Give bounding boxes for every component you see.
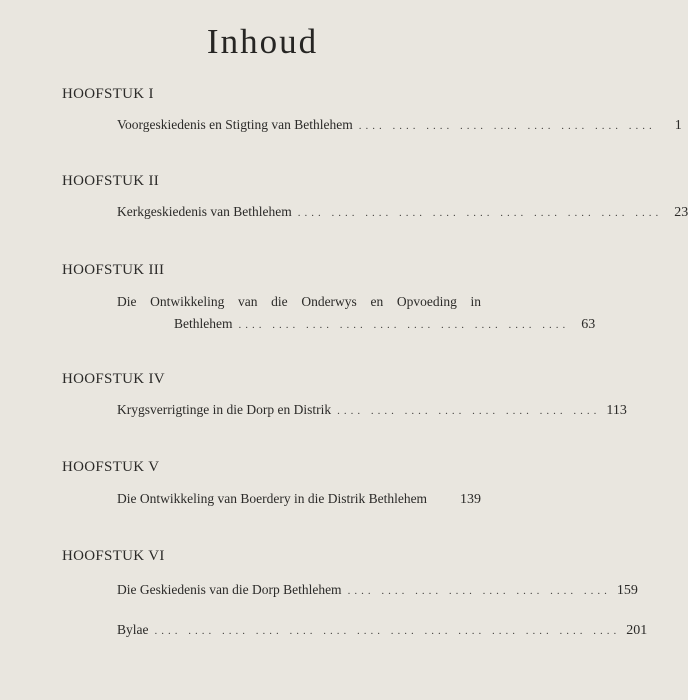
- toc-entry-4[interactable]: [117, 399, 627, 422]
- toc-entry-5[interactable]: [117, 488, 481, 511]
- toc-entry-title: Voorgeskiedenis en Stigting van Bethlehem: [117, 117, 353, 132]
- toc-entry-title-line2: Bethlehem: [174, 316, 233, 331]
- toc-page-number: 159: [616, 583, 638, 598]
- dot-leader: .... .... .... .... .... .... .... ....: [337, 405, 601, 417]
- chapter-heading-5: HOOFSTUK V: [62, 459, 160, 475]
- dot-leader: .... .... .... .... .... .... .... .... .... .... .... .... .... ....: [154, 625, 621, 637]
- toc-entry-title: Die Geskiedenis van die Dorp Bethlehem: [117, 582, 342, 597]
- toc-entry-2[interactable]: [117, 201, 688, 224]
- toc-page-number: 201: [626, 623, 648, 638]
- toc-page-number: 1: [674, 118, 682, 133]
- toc-page-number: 139: [460, 492, 481, 507]
- chapter-heading-3: HOOFSTUK III: [62, 262, 165, 278]
- chapter-heading-1: HOOFSTUK I: [62, 86, 154, 102]
- toc-entry-title: Krygsverrigtinge in die Dorp en Distrik: [117, 402, 332, 417]
- toc-entry-6[interactable]: [117, 579, 638, 602]
- toc-entry-title-line1: Die Ontwikkeling van die Onderwys en Opvoeding in: [117, 294, 481, 309]
- toc-entry-title: Kerkgeskiedenis van Bethlehem: [117, 204, 292, 219]
- dot-leader: .... .... .... .... .... .... .... .... .... ....: [238, 319, 570, 331]
- toc-page-number: 113: [606, 403, 627, 418]
- page-title: Inhoud: [206, 22, 319, 61]
- toc-entry-3[interactable]: [117, 291, 596, 336]
- toc-page-number: 63: [581, 317, 596, 332]
- chapter-heading-4: HOOFSTUK IV: [62, 371, 165, 387]
- toc-page-number: 23: [674, 205, 688, 220]
- toc-entry-appendix[interactable]: [117, 619, 648, 642]
- dot-leader: .... .... .... .... .... .... .... ....: [347, 585, 611, 597]
- dot-leader: .... .... .... .... .... .... .... .... .... .... ....: [297, 207, 663, 219]
- toc-entry-title: Die Ontwikkeling van Boerdery in die Distrik Bethlehem: [117, 491, 428, 506]
- chapter-heading-2: HOOFSTUK II: [62, 173, 160, 189]
- toc-entry-title: Bylae: [117, 622, 149, 637]
- dot-leader: .... .... .... .... .... .... .... .... ....: [358, 120, 656, 132]
- toc-entry-1[interactable]: [117, 114, 682, 137]
- chapter-heading-6: HOOFSTUK VI: [62, 548, 165, 564]
